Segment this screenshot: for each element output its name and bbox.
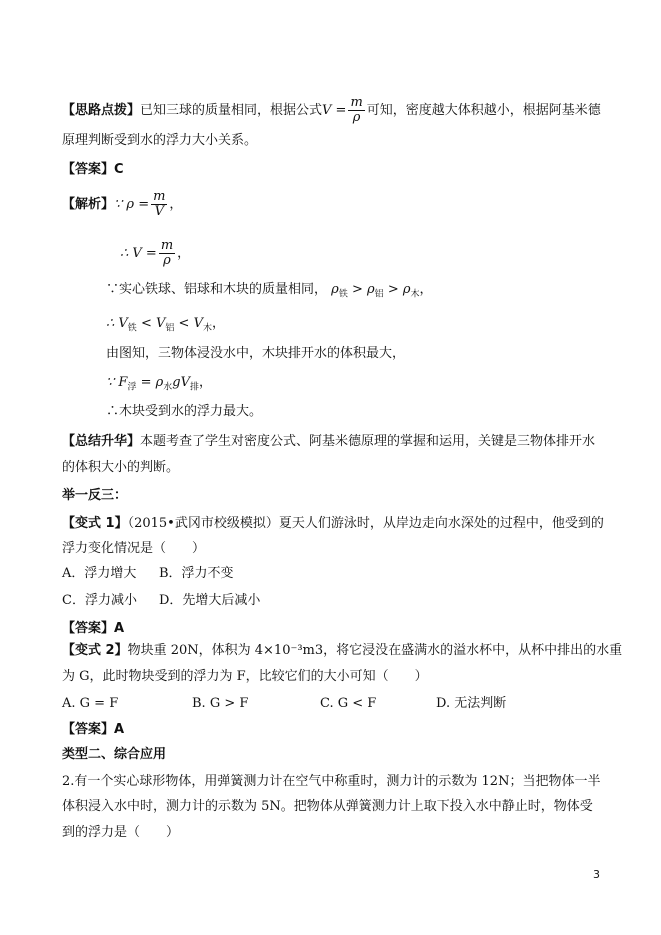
page-number: 3 [593,868,600,881]
variant-2-options: A. G = F B. G > F C. G < F D. 无法判断 [62,696,507,711]
question-2-line-1: 2.有一个实心球形物体，用弹簧测力计在空气中称重时，测力计的示数为 12N；当把物体一半 [62,774,601,789]
variant-1-options-ab: A．浮力增大 B．浮力不变 [62,566,234,581]
hint-line-2: 原理判断受到水的浮力大小关系。 [62,133,258,148]
analysis-step-6: ∵ $F_浮 = \rho_水gV_排$， [106,375,213,393]
variant-2-line-1: 【变式 2】物块重 20N，体积为 4×10⁻³m3，将它浸没在盛满水的溢水杯中，从杯中排出的水重 [62,643,623,658]
question-2-line-2: 体积浸入水中时，测力计的示数为 5N。把物体从弹簧测力计上取下投入水中静止时，物体受 [62,799,593,814]
section-title: 举一反三： [62,488,128,503]
answer-1: 【答案】C [62,162,124,177]
analysis-step-7: ∴木块受到水的浮力最大。 [106,404,263,419]
variant-1-line-2: 浮力变化情况是（ ） [62,541,206,556]
variant-1-line-1: 【变式 1】（2015•武冈市校级模拟）夏天人们游泳时，从岸边走向水深处的过程中，他受到的 [62,516,604,531]
variant-1-answer: 【答案】A [62,621,125,636]
analysis-step-1: 【解析】∵ ρ = $\frac{m}{V}$ ， [62,189,183,219]
analysis-step-3: ∵实心铁球、铝球和木块的质量相同， $\rho_铁 > \rho_铝 > \rho_木$， [106,282,433,300]
question-2-line-3: 到的浮力是（ ） [62,825,180,840]
variant-2-answer: 【答案】A [62,722,125,737]
hint-fraction: $\frac{m}{\rho}$ [350,95,363,125]
analysis-step-5: 由图知，三物体浸没水中，木块排开水的体积最大， [106,346,406,361]
type-2-title: 类型二、综合应用 [62,747,167,762]
summary-line-2: 的体积大小的判断。 [62,460,180,475]
analysis-step-2: ∴ V = $\frac{m}{\rho}$ ， [120,238,191,268]
analysis-step-4: ∴ $V_铁 < V_铝 < V_木$， [106,316,226,334]
variant-2-line-2: 为 G，此时物块受到的浮力为 F，比较它们的大小可知（ ） [62,669,428,684]
summary-line-1: 【总结升华】本题考查了学生对密度公式、阿基米德原理的掌握和运用，关键是三物体排开水 [62,434,596,449]
hint-line-1: 【思路点拨】已知三球的质量相同，根据公式V = $\frac{m}{\rho}$ 可知，密度越大体积越小，根据阿基米德 [62,95,601,125]
hint-label: 【思路点拨】 [62,103,141,118]
variant-1-options-cd: C．浮力减小 D．先增大后减小 [62,593,261,608]
